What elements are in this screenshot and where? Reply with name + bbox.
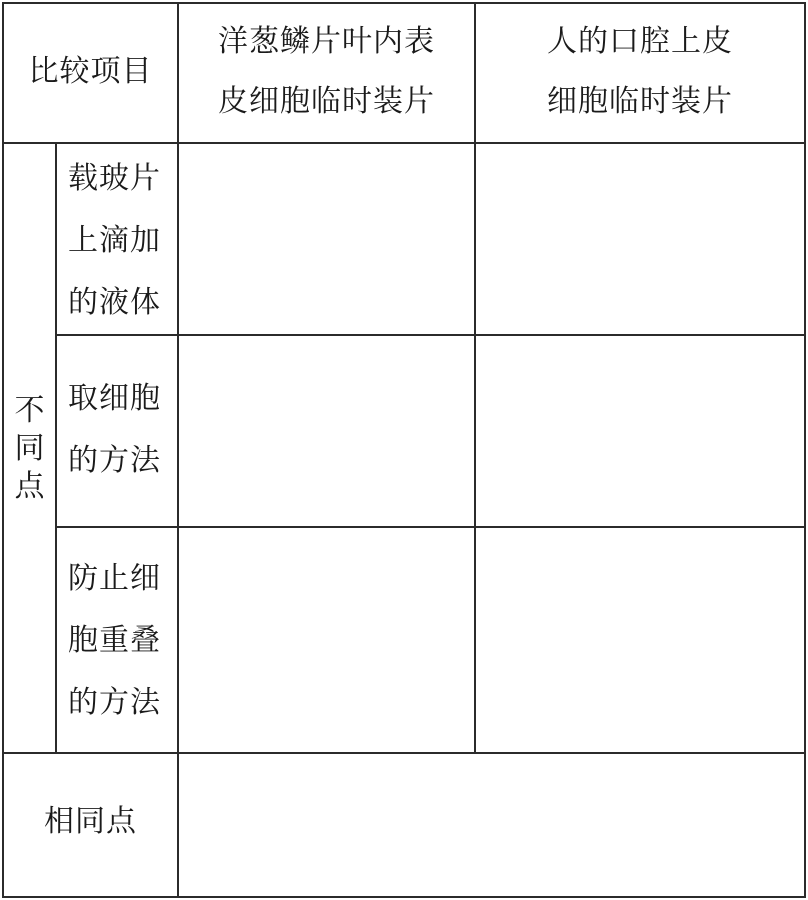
table-border-top [2,2,806,4]
answer-cell-cheek-liquid [476,144,804,334]
row-label-slide-liquid: 载玻片 上滴加 的液体 [68,161,161,320]
header-oral-epithelium-slide: 人的口腔上皮 细胞临时装片 [547,24,733,119]
answer-cell-onion-prevent [179,528,474,752]
answer-cell-onion-obtain [179,336,474,526]
row-label-prevent-overlap-method: 防止细 胞重叠 的方法 [68,561,161,720]
answer-cell-cheek-obtain [476,336,804,526]
answer-cell-cheek-prevent [476,528,804,752]
answer-cell-onion-liquid [179,144,474,334]
row-label-cell-obtain-method: 取细胞 的方法 [68,381,161,478]
row-label-similarities: 相同点 [44,804,137,839]
group-label-differences: 不 同 点 [14,393,45,504]
answer-cell-similarities [179,754,804,896]
header-compare-items: 比较项目 [28,54,153,89]
table-line-group-divider [55,142,57,754]
header-onion-epidermis-slide: 洋葱鳞片叶内表 皮细胞临时装片 [218,24,435,119]
table-border-right [804,2,806,898]
table-border-bottom [2,896,806,898]
